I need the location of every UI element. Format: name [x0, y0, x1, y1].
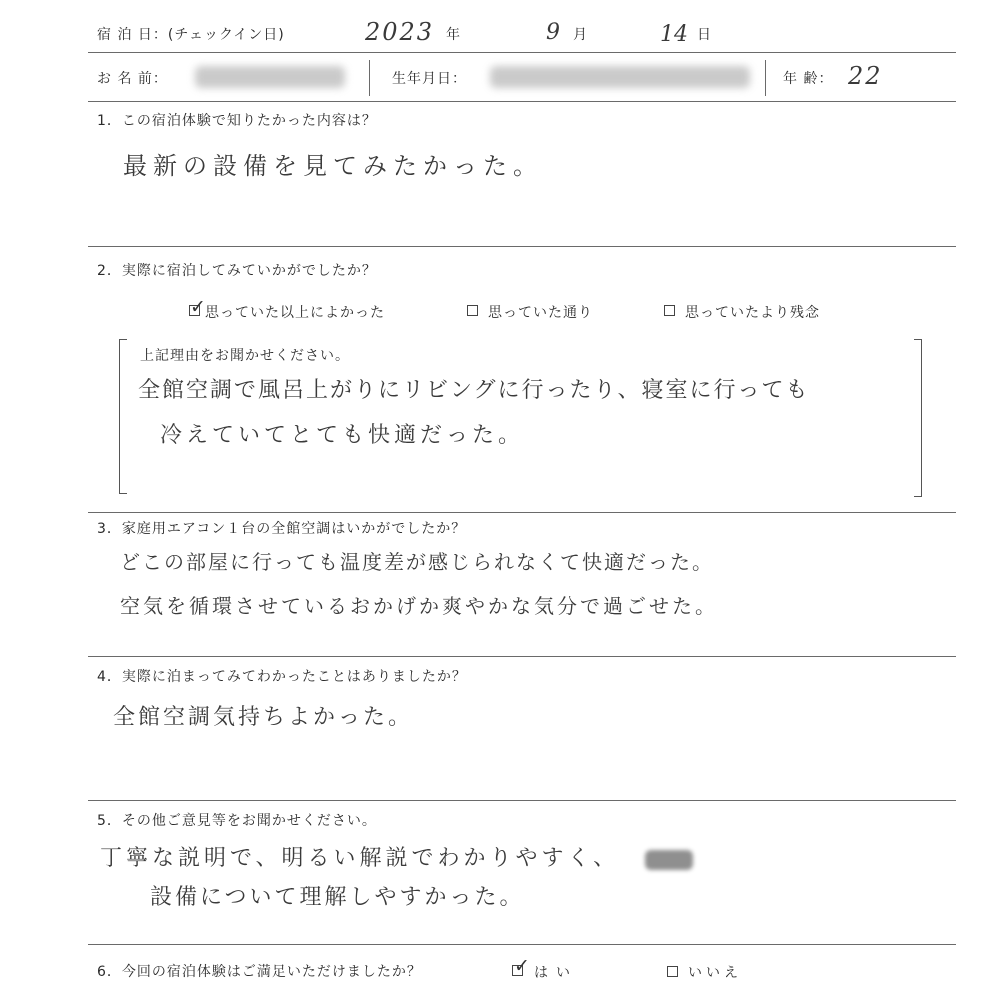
q5-answer-line1: 丁寧な説明で、明るい解説でわかりやすく、	[100, 846, 620, 871]
year-value: 2023	[365, 18, 435, 46]
birth-age-divider	[765, 60, 766, 96]
name-birth-divider	[369, 60, 370, 96]
day-unit: 日	[697, 27, 712, 43]
age-label: 年 齢：	[783, 71, 834, 87]
reason-box-left-bracket	[119, 339, 127, 494]
reason-box-right-bracket	[914, 339, 922, 497]
q4-answer: 全館空調気持ちよかった。	[113, 705, 414, 730]
q4-question: 4．実際に泊まってみてわかったことはありましたか？	[97, 669, 467, 685]
q2-reason-prompt: 上記理由をお聞かせください。	[140, 348, 350, 364]
q2-question: 2．実際に宿泊してみていかがでしたか？	[97, 263, 377, 279]
q3-divider	[88, 656, 956, 657]
q3-answer-line1: どこの部屋に行っても温度差が感じられなくて快適だった。	[120, 550, 714, 574]
q6-question: 6．今回の宿泊体験はご満足いただけましたか？	[97, 964, 422, 980]
birth-label: 生年月日：	[392, 71, 467, 87]
header-divider-1	[88, 52, 956, 53]
age-value: 22	[848, 62, 883, 90]
q5-question: 5．その他ご意見等をお聞かせください。	[97, 813, 377, 829]
month-value: 9	[546, 20, 560, 45]
q4-divider	[88, 800, 956, 801]
month-unit: 月	[573, 27, 588, 43]
q2-option3-checkbox[interactable]	[664, 305, 675, 316]
q2-option2-label: 思っていた通り	[488, 305, 593, 321]
q1-divider	[88, 246, 956, 247]
q3-question: 3．家庭用エアコン１台の全館空調はいかがでしたか？	[97, 521, 467, 537]
q6-yes-check-mark: ✓	[514, 955, 530, 977]
scribbled-out-text	[645, 850, 693, 870]
q6-no-checkbox[interactable]	[667, 966, 678, 977]
q5-answer-line2: 設備について理解しやすかった。	[150, 885, 525, 910]
stay-date-label: 宿 泊 日：(チェックイン日)	[97, 27, 285, 43]
q2-option1-label: 思っていた以上によかった	[205, 305, 385, 321]
q6-yes-label: はい	[534, 965, 578, 981]
redacted-birthdate	[490, 66, 750, 88]
q3-answer-line2: 空気を循環させているおかげか爽やかな気分で過ごせた。	[120, 594, 718, 618]
name-label: お 名 前：	[97, 71, 168, 87]
q1-answer: 最新の設備を見てみたかった。	[123, 152, 543, 180]
q2-option3-label: 思っていたより残念	[685, 305, 820, 321]
q2-option1-check-mark: ✓	[190, 296, 206, 318]
q6-no-label: いいえ	[688, 965, 742, 981]
q2-option2-checkbox[interactable]	[467, 305, 478, 316]
q1-question: 1．この宿泊体験で知りたかった内容は？	[97, 113, 377, 129]
q5-divider	[88, 944, 956, 945]
day-value: 14	[660, 22, 688, 47]
q2-reason-line1: 全館空調で風呂上がりにリビングに行ったり、寝室に行っても	[138, 378, 810, 403]
redacted-name	[195, 66, 345, 88]
q2-divider	[88, 512, 956, 513]
q2-reason-line2: 冷えていてとても快適だった。	[160, 423, 525, 448]
year-unit: 年	[446, 27, 461, 43]
header-divider-2	[88, 101, 956, 102]
